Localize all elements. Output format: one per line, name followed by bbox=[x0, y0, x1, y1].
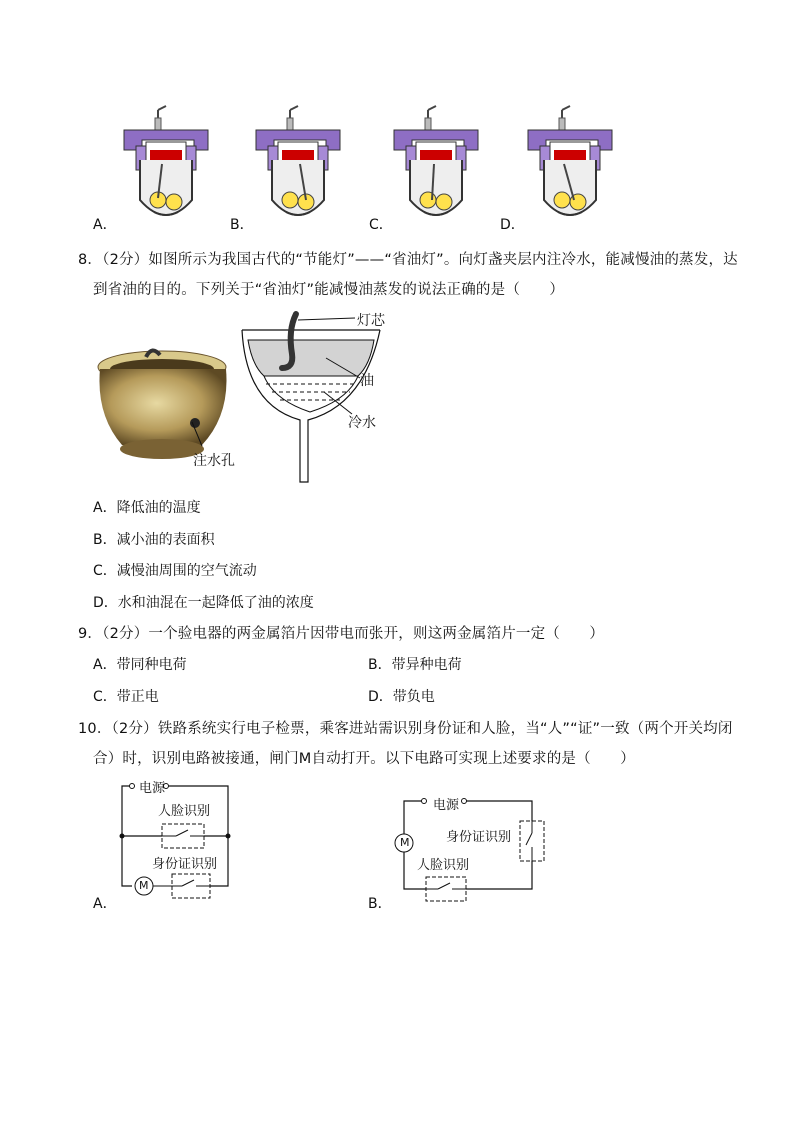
q10-option-a[interactable]: A． bbox=[93, 896, 117, 912]
lamp-section-diagram bbox=[240, 310, 390, 485]
engine-option-b: B． bbox=[230, 217, 254, 233]
q10-stem-line2: 合）时，识别电路被接通，闸门M自动打开。以下电路可实现上述要求的是（ ） bbox=[93, 751, 635, 767]
circuit-b-id-label: 身份证识别 bbox=[446, 830, 512, 845]
q8-option-a[interactable]: A．降低油的温度 bbox=[93, 500, 201, 516]
q10-option-b[interactable]: B． bbox=[368, 896, 392, 912]
circuit-a-id-label: 身份证识别 bbox=[152, 857, 218, 872]
circuit-a-face-label: 人脸识别 bbox=[158, 804, 211, 819]
q9-option-a[interactable]: A．带同种电荷 bbox=[93, 657, 187, 673]
q9-option-c[interactable]: C．带正电 bbox=[93, 689, 159, 705]
cold-water-label: 冷水 bbox=[348, 415, 376, 431]
water-hole-label: 注水孔 bbox=[193, 453, 235, 469]
engine-option-a: A． bbox=[93, 217, 117, 233]
wick-label: 灯芯 bbox=[357, 313, 385, 329]
water-hole-pointer bbox=[190, 420, 210, 450]
engine-option-d: D． bbox=[500, 217, 525, 233]
q9-option-d[interactable]: D．带负电 bbox=[368, 689, 435, 705]
q8-option-b[interactable]: B．减小油的表面积 bbox=[93, 532, 215, 548]
q8-stem-line1: 8．（2分）如图所示为我国古代的“节能灯”——“省油灯”。向灯盏夹层内注冷水，能减慢油的蒸发，达 bbox=[78, 252, 738, 268]
engine-option-c: C． bbox=[369, 217, 393, 233]
circuit-a-diagram bbox=[118, 778, 238, 908]
circuit-b-diagram bbox=[392, 795, 542, 905]
q8-option-c[interactable]: C．减慢油周围的空气流动 bbox=[93, 563, 257, 579]
circuit-b-face-label: 人脸识别 bbox=[417, 858, 470, 873]
q9-option-b[interactable]: B．带异种电荷 bbox=[368, 657, 462, 673]
circuit-b-motor: M bbox=[400, 836, 410, 849]
q10-stem-line1: 10．（2分）铁路系统实行电子检票，乘客进站需识别身份证和人脸，当“人”“证”一致（两个开关均闭 bbox=[78, 721, 733, 737]
circuit-b-power-label: 电源 bbox=[433, 798, 460, 813]
circuit-a-power-label: 电源 bbox=[139, 781, 166, 796]
oil-label: 油 bbox=[360, 373, 374, 389]
q9-stem: 9．（2分）一个验电器的两金属箔片因带电而张开，则这两金属箔片一定（ ） bbox=[78, 626, 605, 642]
circuit-a-motor: M bbox=[139, 879, 149, 892]
q8-option-d[interactable]: D．水和油混在一起降低了油的浓度 bbox=[93, 595, 314, 611]
engine-figure-d bbox=[522, 100, 622, 225]
engine-figure-a bbox=[118, 100, 218, 225]
engine-figure-b bbox=[250, 100, 350, 225]
q8-stem-line2: 到省油的目的。下列关于“省油灯”能减慢油蒸发的说法正确的是（ ） bbox=[93, 282, 565, 298]
engine-figure-c bbox=[388, 100, 488, 225]
